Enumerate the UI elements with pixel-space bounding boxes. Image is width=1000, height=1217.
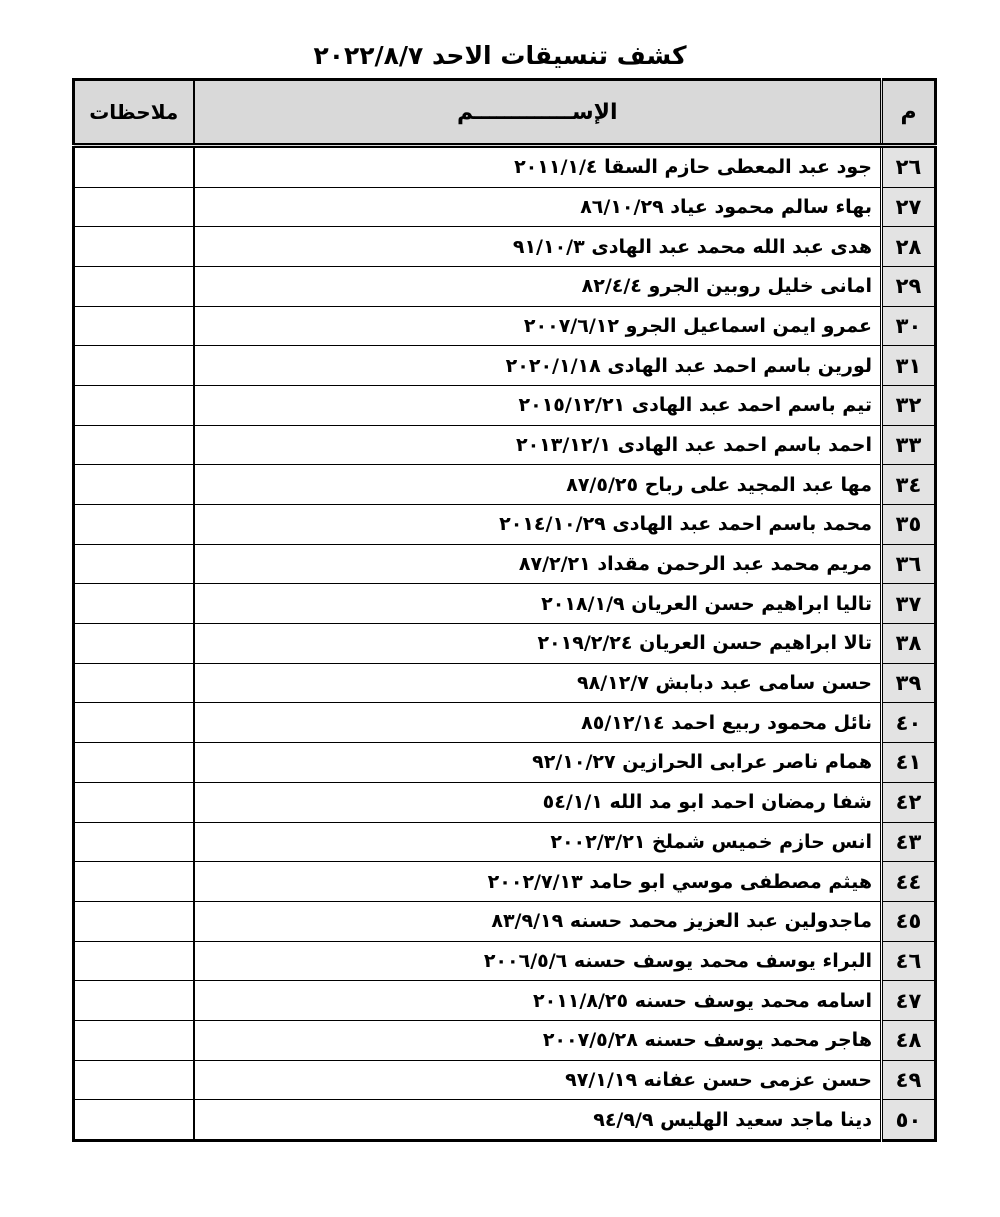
table-row — [74, 941, 936, 981]
header-number: م — [882, 80, 936, 146]
row-name: اسامه محمد يوسف حسنه ٢٠١١/٨/٢٥ — [194, 981, 882, 1021]
row-notes — [74, 663, 194, 703]
row-name: حسن سامى عبد دبابش ٩٨/١٢/٧ — [194, 663, 882, 703]
row-number: ٣٤ — [882, 465, 936, 505]
row-notes — [74, 267, 194, 307]
row-notes — [74, 544, 194, 584]
table-row — [74, 981, 936, 1021]
row-notes — [74, 584, 194, 624]
row-number: ٥٠ — [882, 1100, 936, 1141]
table-row — [74, 782, 936, 822]
row-notes — [74, 743, 194, 783]
row-name: لورين باسم احمد عبد الهادى ٢٠٢٠/١/١٨ — [194, 346, 882, 386]
row-name: جود عبد المعطى حازم السقا ٢٠١١/١/٤ — [194, 146, 882, 188]
row-notes — [74, 465, 194, 505]
table-row — [74, 187, 936, 227]
table-row — [74, 1020, 936, 1060]
row-notes — [74, 425, 194, 465]
row-number: ٤٠ — [882, 703, 936, 743]
table-row — [74, 703, 936, 743]
table-header — [74, 80, 936, 146]
table-row — [74, 346, 936, 386]
row-name: حسن عزمى حسن عفانه ٩٧/١/١٩ — [194, 1060, 882, 1100]
header-name: الإســـــــــــــم — [194, 80, 882, 146]
row-name: ماجدولين عبد العزيز محمد حسنه ٨٣/٩/١٩ — [194, 901, 882, 941]
row-notes — [74, 822, 194, 862]
row-notes — [74, 624, 194, 664]
row-name: تيم باسم احمد عبد الهادى ٢٠١٥/١٢/٢١ — [194, 386, 882, 426]
row-number: ٣٦ — [882, 544, 936, 584]
row-number: ٤٥ — [882, 901, 936, 941]
table-row — [74, 1100, 936, 1141]
page-title: كشف تنسيقات الاحد ٢٠٢٢/٨/٧ — [313, 41, 687, 70]
row-number: ٢٧ — [882, 187, 936, 227]
row-notes — [74, 981, 194, 1021]
row-number: ٣٩ — [882, 663, 936, 703]
table-row — [74, 386, 936, 426]
row-notes — [74, 146, 194, 188]
row-number: ٣٥ — [882, 505, 936, 545]
row-number: ٢٨ — [882, 227, 936, 267]
row-number: ٤١ — [882, 743, 936, 783]
row-name: شفا رمضان احمد ابو مد الله ٥٤/١/١ — [194, 782, 882, 822]
row-number: ٣٧ — [882, 584, 936, 624]
row-notes — [74, 901, 194, 941]
table-row — [74, 862, 936, 902]
row-name: هدى عبد الله محمد عبد الهادى ٩١/١٠/٣ — [194, 227, 882, 267]
table-row — [74, 624, 936, 664]
header-row — [74, 80, 936, 146]
table-row — [74, 584, 936, 624]
row-name: بهاء سالم محمود عياد ٨٦/١٠/٢٩ — [194, 187, 882, 227]
table-row — [74, 544, 936, 584]
row-number: ٤٤ — [882, 862, 936, 902]
row-number: ٢٩ — [882, 267, 936, 307]
table-row — [74, 743, 936, 783]
row-name: نائل محمود ربيع احمد ٨٥/١٢/١٤ — [194, 703, 882, 743]
table-body — [74, 146, 936, 1141]
row-name: همام ناصر عرابى الحرازين ٩٢/١٠/٢٧ — [194, 743, 882, 783]
row-name: دينا ماجد سعيد الهليس ٩٤/٩/٩ — [194, 1100, 882, 1141]
table-row — [74, 663, 936, 703]
names-table — [72, 78, 937, 1142]
row-name: تالا ابراهيم حسن العريان ٢٠١٩/٢/٢٤ — [194, 624, 882, 664]
row-name: هيثم مصطفى موسي ابو حامد ٢٠٠٢/٧/١٣ — [194, 862, 882, 902]
table-row — [74, 822, 936, 862]
table-row — [74, 146, 936, 188]
row-number: ٤٨ — [882, 1020, 936, 1060]
row-number: ٣١ — [882, 346, 936, 386]
row-number: ٤٦ — [882, 941, 936, 981]
row-name: مريم محمد عبد الرحمن مقداد ٨٧/٢/٢١ — [194, 544, 882, 584]
row-number: ٢٦ — [882, 146, 936, 188]
table-row — [74, 425, 936, 465]
row-notes — [74, 1020, 194, 1060]
row-number: ٤٣ — [882, 822, 936, 862]
row-notes — [74, 227, 194, 267]
row-notes — [74, 1060, 194, 1100]
row-name: مها عبد المجيد على رباح ٨٧/٥/٢٥ — [194, 465, 882, 505]
row-number: ٤٩ — [882, 1060, 936, 1100]
row-notes — [74, 862, 194, 902]
row-notes — [74, 346, 194, 386]
table-row — [74, 465, 936, 505]
row-name: تاليا ابراهيم حسن العريان ٢٠١٨/١/٩ — [194, 584, 882, 624]
row-notes — [74, 187, 194, 227]
row-name: انس حازم خميس شملخ ٢٠٠٢/٣/٢١ — [194, 822, 882, 862]
row-notes — [74, 505, 194, 545]
row-number: ٣٣ — [882, 425, 936, 465]
table-row — [74, 227, 936, 267]
table-row — [74, 267, 936, 307]
row-notes — [74, 306, 194, 346]
table-row — [74, 505, 936, 545]
row-notes — [74, 386, 194, 426]
row-number: ٣٨ — [882, 624, 936, 664]
row-name: هاجر محمد يوسف حسنه ٢٠٠٧/٥/٢٨ — [194, 1020, 882, 1060]
row-number: ٣٢ — [882, 386, 936, 426]
header-notes: ملاحظات — [74, 80, 194, 146]
row-name: احمد باسم احمد عبد الهادى ٢٠١٣/١٢/١ — [194, 425, 882, 465]
row-notes — [74, 1100, 194, 1141]
row-number: ٤٢ — [882, 782, 936, 822]
row-notes — [74, 703, 194, 743]
row-number: ٣٠ — [882, 306, 936, 346]
row-name: محمد باسم احمد عبد الهادى ٢٠١٤/١٠/٢٩ — [194, 505, 882, 545]
row-number: ٤٧ — [882, 981, 936, 1021]
row-notes — [74, 782, 194, 822]
row-name: عمرو ايمن اسماعيل الجرو ٢٠٠٧/٦/١٢ — [194, 306, 882, 346]
row-notes — [74, 941, 194, 981]
table-row — [74, 306, 936, 346]
row-name: امانى خليل روبين الجرو ٨٢/٤/٤ — [194, 267, 882, 307]
table-row — [74, 1060, 936, 1100]
table-row — [74, 901, 936, 941]
row-name: البراء يوسف محمد يوسف حسنه ٢٠٠٦/٥/٦ — [194, 941, 882, 981]
